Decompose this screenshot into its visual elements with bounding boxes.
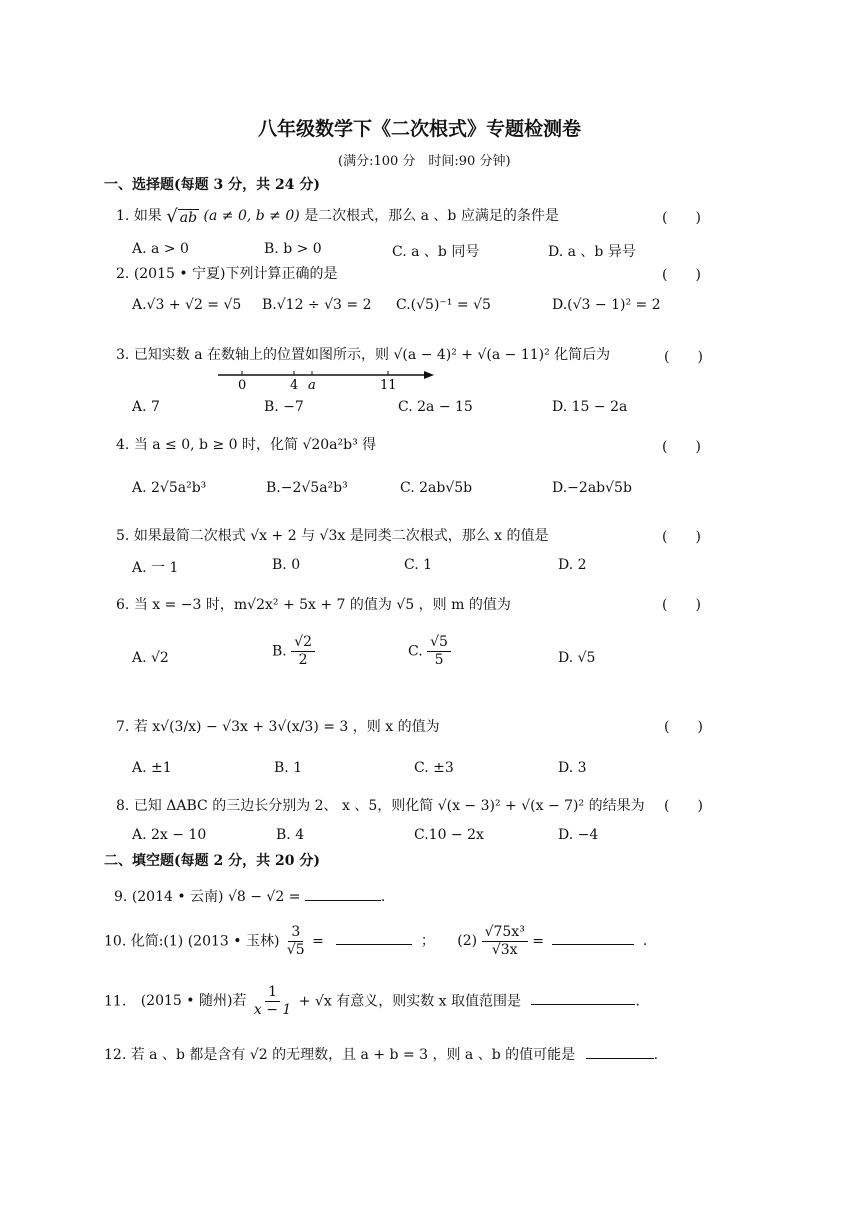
option-a: A. a > 0 <box>132 241 189 257</box>
sqrt-expression: √ ab <box>166 205 198 227</box>
tick-label-a: a <box>308 378 316 392</box>
question-8 <box>116 795 645 815</box>
tick-label-11: 11 <box>380 378 397 392</box>
answer-paren: ( ) <box>662 267 701 283</box>
condition: (a ≠ 0, b ≠ 0) <box>203 208 300 224</box>
option-d: D.−2ab√5b <box>552 480 632 496</box>
option-b: B.√12 ÷ √3 = 2 <box>262 297 372 313</box>
question-text: 如果 <box>133 208 162 224</box>
question-3 <box>116 344 610 364</box>
fraction-numerator: 1 <box>265 984 280 1002</box>
answer-paren: ( ) <box>662 529 701 545</box>
option-d: D. 2 <box>558 557 587 573</box>
question-number: 4. <box>116 437 130 453</box>
question-number: 11. <box>104 993 127 1010</box>
option-c: C. a 、b 同号 <box>392 244 480 260</box>
option-d: D.(√3 − 1)² = 2 <box>552 297 661 313</box>
answer-paren: ( ) <box>664 719 703 735</box>
fraction-numerator: 3 <box>288 924 303 942</box>
answer-paren: ( ) <box>662 439 701 455</box>
option-d: D. −4 <box>558 827 599 843</box>
option-b: B. −7 <box>264 399 304 415</box>
fraction-numerator: √2 <box>291 634 315 652</box>
section-choice-heading: 一、选择题(每题 3 分，共 24 分) <box>104 177 320 193</box>
question-text: 若 a 、b 都是含有 √2 的无理数，且 a + b = 3 ，则 a 、b 的值可能是 <box>130 1047 576 1063</box>
answer-paren: ( ) <box>664 798 703 814</box>
answer-blank[interactable] <box>305 900 381 901</box>
option-b: B. 4 <box>276 827 305 843</box>
question-4 <box>116 434 376 454</box>
option-b: B. 0 <box>272 557 301 573</box>
question-number: 9. <box>114 889 128 905</box>
fraction-denominator: √3x <box>491 941 518 958</box>
option-c: C. 2a − 15 <box>398 399 473 415</box>
answer-paren: ( ) <box>662 210 701 226</box>
option-d: D. 15 − 2a <box>552 399 628 415</box>
answer-blank[interactable] <box>552 944 634 945</box>
question-number: 1. <box>116 208 130 224</box>
question-text: 若 x√(3/x) − √3x + 3√(x/3) = 3 ，则 x 的值为 <box>133 719 440 735</box>
option-c: C. ±3 <box>414 760 454 776</box>
option-c: C. $\frac{√5}{5}$ <box>408 634 451 669</box>
question-7 <box>116 716 440 736</box>
question-10: 10. 化简:(1) (2013 • 玉林) $\frac{3}{√5}$ = ； (2) $\frac{\text{√75x³}}{√3x}$ = . <box>104 924 648 958</box>
question-number: 5. <box>116 528 130 544</box>
question-text: 是二次根式，那么 a 、b 应满足的条件是 <box>304 208 559 224</box>
question-12: 12. 若 a 、b 都是含有 √2 的无理数，且 a + b = 3 ，则 a 、b 的值可能是 . <box>104 1047 659 1063</box>
question-number: 3. <box>116 347 130 363</box>
fraction-numerator: √75x³ <box>482 924 528 942</box>
option-c: C. 1 <box>404 557 433 573</box>
tick-label-0: 0 <box>238 378 247 392</box>
option-c: C.(√5)⁻¹ = √5 <box>396 297 491 313</box>
question-text: (2014 • 云南) √8 − √2 = <box>131 889 301 905</box>
answer-blank[interactable] <box>336 944 412 945</box>
page-subtitle: (满分:100 分 时间:90 分钟) <box>338 154 511 169</box>
answer-blank[interactable] <box>586 1058 654 1059</box>
question-text: 如果最简二次根式 √x + 2 与 √3x 是同类二次根式，那么 x 的值是 <box>133 528 549 544</box>
option-a: A.√3 + √2 = √5 <box>132 297 242 313</box>
option-b: B. 1 <box>274 760 303 776</box>
question-text: (2015 • 随州)若 <box>140 993 247 1010</box>
question-6 <box>116 594 511 614</box>
fraction-denominator: √5 <box>286 941 305 958</box>
option-c: C. 2ab√5b <box>400 480 473 496</box>
answer-blank[interactable] <box>531 1004 635 1005</box>
section-fill-heading: 二、填空题(每题 2 分，共 20 分) <box>104 853 320 869</box>
fraction-denominator: x − 1 <box>253 1001 292 1018</box>
fraction-denominator: 2 <box>298 651 308 668</box>
question-text: 已知实数 a 在数轴上的位置如图所示，则 √(a − 4)² + √(a − 11)² 化简后为 <box>133 347 611 363</box>
option-b: B. $\frac{√2}{2}$ <box>272 634 315 669</box>
tick-label-4: 4 <box>290 378 299 392</box>
answer-paren: ( ) <box>662 597 701 613</box>
question-text: + √x 有意义，则实数 x 取值范围是 <box>298 993 522 1010</box>
option-a: A. 2√5a²b³ <box>132 480 207 496</box>
page-title: 八年级数学下《二次根式》专题检测卷 <box>258 118 582 140</box>
option-d: D. 3 <box>558 760 587 776</box>
question-1 <box>116 205 559 227</box>
question-text: 已知 ΔABC 的三边长分别为 2、 x 、5，则化简 √(x − 3)² + √(x − 7)² 的结果为 <box>133 798 645 814</box>
option-a: A. 7 <box>132 399 160 415</box>
question-number: 10. <box>104 933 127 950</box>
question-text: (2015 • 宁夏)下列计算正确的是 <box>133 266 338 282</box>
question-text: 当 x = −3 时，m√2x² + 5x + 7 的值为 √5 ，则 m 的值为 <box>133 597 511 613</box>
question-9: 9. (2014 • 云南) √8 − √2 = . <box>114 889 386 905</box>
number-line <box>212 366 438 392</box>
question-number: 12. <box>104 1047 127 1063</box>
fraction-denominator: 5 <box>434 651 444 668</box>
question-text: 当 a ≤ 0, b ≥ 0 时，化简 √20a²b³ 得 <box>133 437 377 453</box>
question-number: 7. <box>116 719 130 735</box>
option-b: B. b > 0 <box>264 241 322 257</box>
option-a: A. √2 <box>132 650 169 666</box>
option-c: C.10 − 2x <box>414 827 484 843</box>
question-number: 2. <box>116 266 130 282</box>
question-11: 11. (2015 • 随州)若 $\frac{1}{x - 1}$ + √x 有意义，则实数 x 取值范围是 . <box>104 984 640 1018</box>
option-d: D. √5 <box>558 650 596 666</box>
option-a: A. 2x − 10 <box>132 827 207 843</box>
option-d: D. a 、b 异号 <box>548 244 636 260</box>
option-a: A. ±1 <box>132 760 172 776</box>
fraction-numerator: √5 <box>427 634 451 652</box>
question-text: 化简:(1) (2013 • 玉林) <box>130 933 280 950</box>
question-number: 8. <box>116 798 130 814</box>
answer-paren: ( ) <box>664 349 703 365</box>
question-2 <box>116 263 338 283</box>
question-number: 6. <box>116 597 130 613</box>
option-a: A. 一 1 <box>132 560 179 576</box>
option-b: B.−2√5a²b³ <box>266 480 348 496</box>
question-5 <box>116 525 549 545</box>
